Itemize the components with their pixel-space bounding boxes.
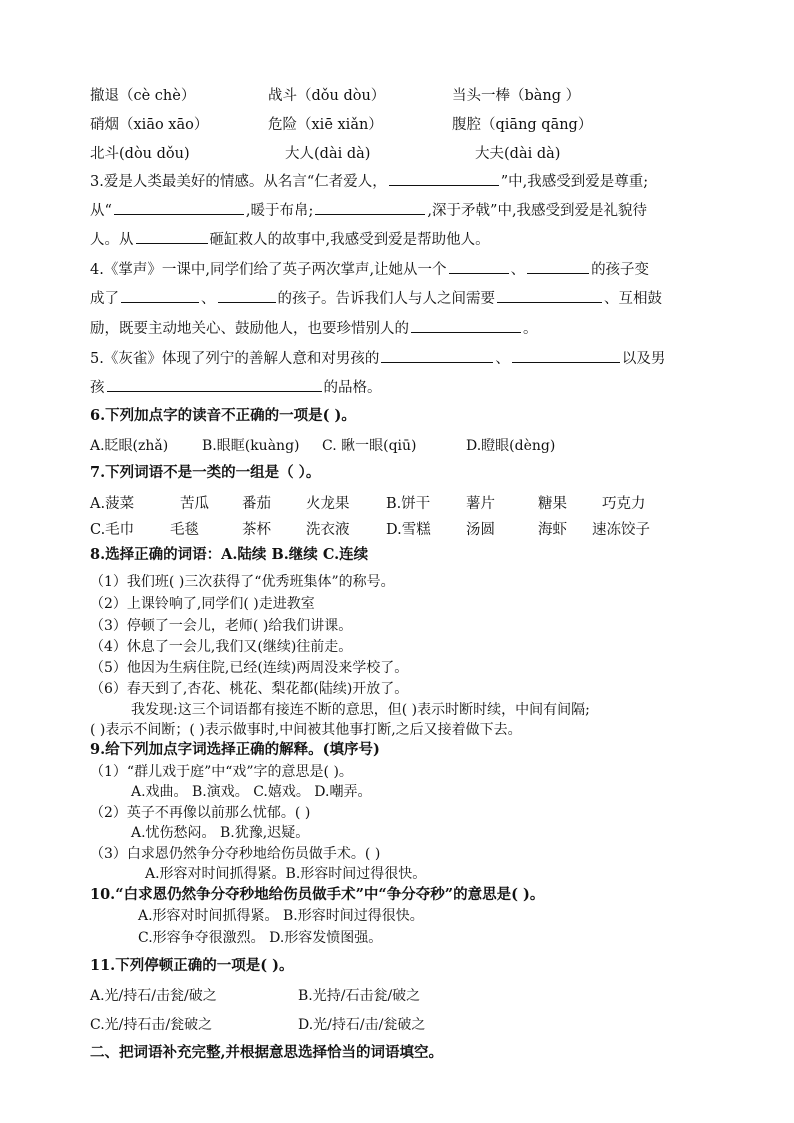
q7-word: 火龙果 — [306, 496, 350, 512]
q5-line-2 — [90, 377, 710, 398]
q7-word: 毛毯 — [170, 522, 199, 538]
q10-options-row-1: A.形容对时间抓得紧。 B.形容时间过得很快。 — [138, 908, 424, 924]
answer-blank[interactable] — [218, 288, 276, 303]
q3-text: ,深于矛戟”中,我感受到爱是礼貌待 — [427, 203, 648, 219]
q9-sub-3: （3）白求恩仍然争分夺秒地给伤员做手术。( ) — [90, 846, 381, 862]
q3-line-3 — [90, 229, 710, 250]
q8-item-3: （3）停顿了一会儿，老师( )给我们讲课。 — [90, 618, 353, 634]
q4-text: 的孩子。告诉我们人与人之间需要 — [277, 291, 495, 307]
q8-item-1: （1）我们班( )三次获得了“优秀班集体”的称号。 — [90, 574, 395, 590]
q11-option-a[interactable]: A.光/持石/击瓮/破之 — [90, 988, 217, 1004]
answer-blank[interactable] — [389, 171, 499, 186]
q5-text: 的品格。 — [323, 380, 382, 396]
q7-word: A.菠菜 — [90, 496, 135, 512]
answer-blank[interactable] — [411, 318, 521, 333]
q7-word: D.雪糕 — [386, 522, 431, 538]
pinyin-item: 北斗(dòu dǒu) — [90, 146, 190, 162]
q3-line-2 — [90, 200, 710, 221]
q9-sub-1-options: A.戏曲。 B.演戏。 C.嬉戏。 D.嘲弄。 — [131, 784, 372, 800]
q6-option-a[interactable]: A.眨眼(zhǎ) — [90, 438, 169, 454]
answer-blank[interactable] — [497, 288, 602, 303]
q4-line-2 — [90, 288, 710, 309]
pinyin-item: 战斗（dǒu dòu） — [268, 88, 386, 104]
q8-finding-2: ( )表示不间断；( )表示做事时,中间被其他事打断,之后又接着做下去。 — [90, 722, 522, 738]
answer-blank[interactable] — [527, 259, 589, 274]
q4-text: 、 — [510, 262, 526, 278]
q11-option-b[interactable]: B.光持/石击瓮/破之 — [298, 988, 421, 1004]
q7-word: 糖果 — [538, 496, 567, 512]
q7-word: 海虾 — [538, 522, 567, 538]
q3-text: ”中,我感受到爱是尊重; — [500, 174, 649, 190]
pinyin-item: 当头一棒（bàng ） — [452, 88, 581, 104]
q9-sub-2-options: A.忧伤愁闷。 B.犹豫,迟疑。 — [131, 825, 310, 841]
q3-text: ,暖于布帛; — [245, 203, 314, 219]
q5-text: 、 — [495, 351, 510, 367]
answer-blank[interactable] — [512, 348, 620, 363]
answer-blank[interactable] — [315, 200, 425, 215]
q11-option-c[interactable]: C.光/持石击/瓮破之 — [90, 1017, 213, 1033]
q6-option-b[interactable]: B.眼眶(kuàng) — [202, 438, 300, 454]
q6-title: 6.下列加点字的读音不正确的一项是( )。 — [90, 407, 356, 424]
answer-blank[interactable] — [114, 200, 244, 215]
q9-sub-1: （1）“群儿戏于庭”中“戏”字的意思是( )。 — [90, 764, 353, 780]
q5-line-1 — [90, 348, 710, 369]
q7-title: 7.下列词语不是一类的一组是（ ）。 — [90, 464, 321, 481]
q7-word: B.饼干 — [386, 496, 431, 512]
q7-word: 番茄 — [242, 496, 271, 512]
q3-text: 砸缸救人的故事中,我感受到爱是帮助他人。 — [209, 232, 490, 248]
q9-sub-3-options: A.形容对时间抓得紧。B.形容时间过得很快。 — [145, 866, 427, 882]
q7-word: 巧克力 — [602, 496, 646, 512]
pinyin-item: 撤退（cè chè） — [90, 88, 196, 104]
q8-title: 8.选择正确的词语：A.陆续 B.继续 C.连续 — [90, 546, 369, 563]
q5-text: 以及男 — [621, 351, 666, 367]
answer-blank[interactable] — [107, 377, 322, 392]
answer-blank[interactable] — [381, 348, 493, 363]
q3-text: 从“ — [90, 203, 112, 219]
q4-text: 、 — [201, 291, 216, 307]
q4-text: 的孩子变 — [591, 262, 650, 278]
q8-finding-1: 我发现:这三个词语都有接连不断的意思，但( )表示时断时续，中间有间隔; — [131, 702, 590, 718]
q11-title: 11.下列停顿正确的一项是( )。 — [90, 957, 294, 974]
pinyin-item: 硝烟（xiāo xāo） — [90, 117, 209, 133]
q7-word: 洗衣液 — [306, 522, 350, 538]
q11-option-d[interactable]: D.光/持石/击/瓮破之 — [298, 1017, 426, 1033]
q3-line-1 — [90, 171, 710, 192]
q4-text: 、互相鼓 — [604, 291, 662, 307]
answer-blank[interactable] — [121, 288, 199, 303]
pinyin-item: 大夫(dài dà) — [475, 146, 561, 162]
q7-word: 速冻饺子 — [592, 522, 650, 538]
q5-text: 孩 — [90, 380, 105, 396]
q8-item-2: （2）上课铃响了,同学们( )走进教室 — [90, 596, 315, 612]
q7-word: C.毛巾 — [90, 522, 135, 538]
q10-options-row-2: C.形容争夺很激烈。 D.形容发愤图强。 — [138, 930, 383, 946]
q4-text: 成了 — [90, 291, 119, 307]
q4-text: 。 — [523, 321, 538, 337]
q7-word: 茶杯 — [242, 522, 271, 538]
pinyin-item: 腹腔（qiāng qāng） — [452, 117, 593, 133]
q6-option-d[interactable]: D.瞪眼(dèng) — [466, 438, 556, 454]
q7-word: 苦瓜 — [180, 496, 209, 512]
q8-item-6: （6）春天到了,杏花、桃花、梨花都(陆续)开放了。 — [90, 681, 409, 697]
answer-blank[interactable] — [136, 229, 208, 244]
pinyin-item: 危险（xiē xiǎn） — [268, 117, 383, 133]
q5-text: 5.《灰雀》体现了列宁的善解人意和对男孩的 — [90, 351, 380, 367]
q6-option-c[interactable]: C. 瞅一眼(qiū) — [322, 438, 417, 454]
q10-title: 10.“白求恩仍然争分夺秒地给伤员做手术”中“争分夺秒”的意思是( )。 — [90, 886, 545, 903]
q7-word: 汤圆 — [466, 522, 495, 538]
q3-text: 3.爱是人类最美好的情感。从名言“仁者爱人， — [90, 174, 387, 190]
q4-line-1 — [90, 259, 710, 280]
q7-word: 薯片 — [466, 496, 495, 512]
q3-text: 人。从 — [90, 232, 134, 248]
section-2-heading: 二、把词语补充完整,并根据意思选择恰当的词语填空。 — [90, 1044, 444, 1061]
answer-blank[interactable] — [449, 259, 509, 274]
q4-line-3 — [90, 318, 710, 339]
pinyin-item: 大人(dài dà) — [285, 146, 371, 162]
q4-text: 励，既要主动地关心、鼓励他人，也要珍惜别人的 — [90, 321, 409, 337]
q4-text: 4.《掌声》一课中,同学们给了英子两次掌声,让她从一个 — [90, 262, 447, 278]
q9-title: 9.给下列加点字词选择正确的解释。(填序号) — [90, 741, 380, 758]
q8-item-4: （4）休息了一会儿,我们又(继续)往前走。 — [90, 639, 353, 655]
q8-item-5: （5）他因为生病住院,已经(连续)两周没来学校了。 — [90, 660, 409, 676]
q9-sub-2: （2）英子不再像以前那么忧郁。( ) — [90, 805, 311, 821]
